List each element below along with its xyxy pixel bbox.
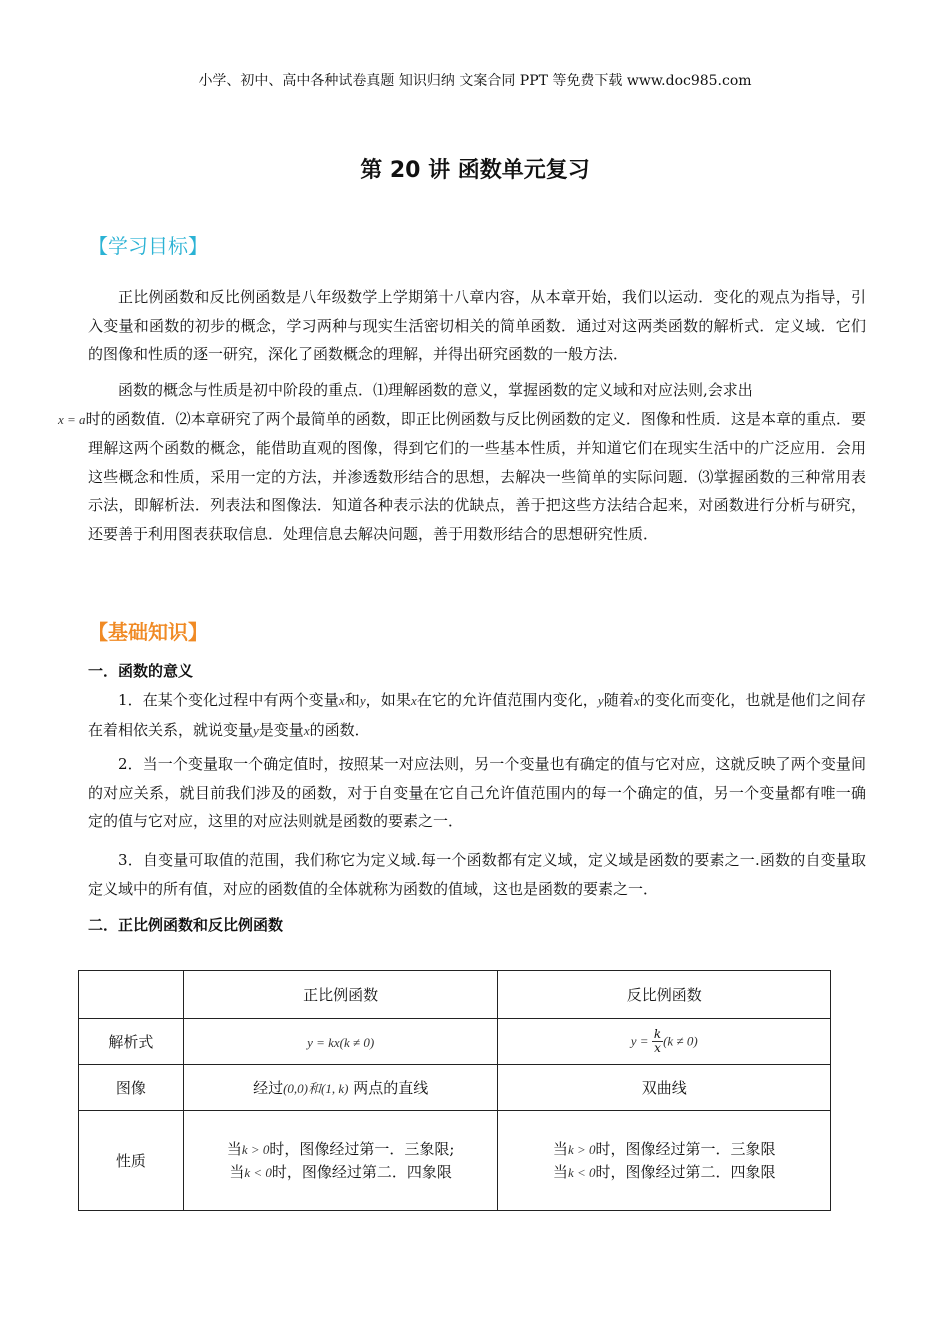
section-2-title: 二．正比例函数和反比例函数 [88,916,284,934]
basics-heading: 【基础知识】 [88,620,208,644]
row-label-graph: 图像 [79,1065,184,1111]
direct-graph: 经过(0,0)和(1, k) 两点的直线 [183,1065,498,1111]
page-title: 第 20 讲 函数单元复习 [360,158,590,183]
inverse-formula: y = $\frac{k}{x}$ (k ≠ 0) [498,1019,831,1065]
table-row-properties [79,1111,831,1211]
goals-paragraph-1: 正比例函数和反比例函数是八年级数学上学期第十八章内容，从本章开始，我们以运动．变化的观点为指导，引入变量和函数的初步的概念，学习两种与现实生活密切相关的简单函数．通过对这两类函数的解析式．定义域．它们的图像和性质的逐一研究，深化了函数概念的理解，并得出研究函数的一般方法． [88,288,866,364]
row-label-properties: 性质 [79,1111,184,1211]
function-comparison-table [78,970,831,1211]
inverse-graph: 双曲线 [498,1065,831,1111]
basics-item-3: 3．自变量可取值的范围，我们称它为定义域.每一个函数都有定义域，定义域是函数的要素之一.函数的自变量取定义域中的所有值，对应的函数值的全体就称为函数的值域，这也是函数的要素之一． [88,851,866,898]
learning-goals-heading: 【学习目标】 [88,234,208,258]
direct-properties: 当k > 0时，图像经过第一．三象限; 当k < 0时，图像经过第二．四象限 [183,1111,498,1211]
table-header-row [79,971,831,1019]
header-inverse-proportion: 反比例函数 [498,971,831,1019]
math-x-eq-a: x = a [58,411,86,427]
fraction-k-over-x: $\frac{k}{x}$ [653,1027,662,1055]
header-direct-proportion: 正比例函数 [183,971,498,1019]
table-row-graph [79,1065,831,1111]
table-row-formula [79,1019,831,1065]
row-label-formula: 解析式 [79,1019,184,1065]
direct-formula: y = kx(k ≠ 0) [183,1019,498,1065]
basics-item-1: 1．在某个变化过程中有两个变量x和y，如果x在它的允许值范围内变化，y随着x的变化而变化，也就是他们之间存在着相依关系，就说变量y是变量x的函数． [88,691,866,739]
goals-paragraph-2: 函数的概念与性质是初中阶段的重点．⑴理解函数的意义，掌握函数的定义域和对应法则,会求出 x = a时的函数值．⑵本章研究了两个最简单的函数，即正比例函数与反比例函数的定义．图像和性质．这是本章的重点．要理解这两个函数的概念，能借助直观的图像，得到它们的一些基本性质，并知道它们在现实生活中的广泛应用．会用这些概念和性质，采用一定的方法，并渗透数形结合的思想，去解决一些简单的实际问题．⑶掌握函数的三种常用表示法，即解析法．列表法和图像法．知道各种表示法的优缺点，善于把这些方法结合起来，对函数进行分析与研究，还要善于利用图表获取信息．处理信息去解决问题，善于用数形结合的思想研究性质． [58,381,866,543]
inverse-properties: 当k > 0时，图像经过第一．三象限 当k < 0时，图像经过第二．四象限 [498,1111,831,1211]
basics-item-2: 2．当一个变量取一个确定值时，按照某一对应法则，另一个变量也有确定的值与它对应，这就反映了两个变量间的对应关系，就目前我们涉及的函数，对于自变量在它自己允许值范围内的每一个确定的值，另一个变量都有唯一确定的值与它对应，这里的对应法则就是函数的要素之一． [88,755,866,831]
table-corner-cell [79,971,184,1019]
section-1-title: 一．函数的意义 [88,662,194,680]
page-header: 小学、初中、高中各种试卷真题 知识归纳 文案合同 PPT 等免费下载 www.doc985.com [198,73,752,89]
